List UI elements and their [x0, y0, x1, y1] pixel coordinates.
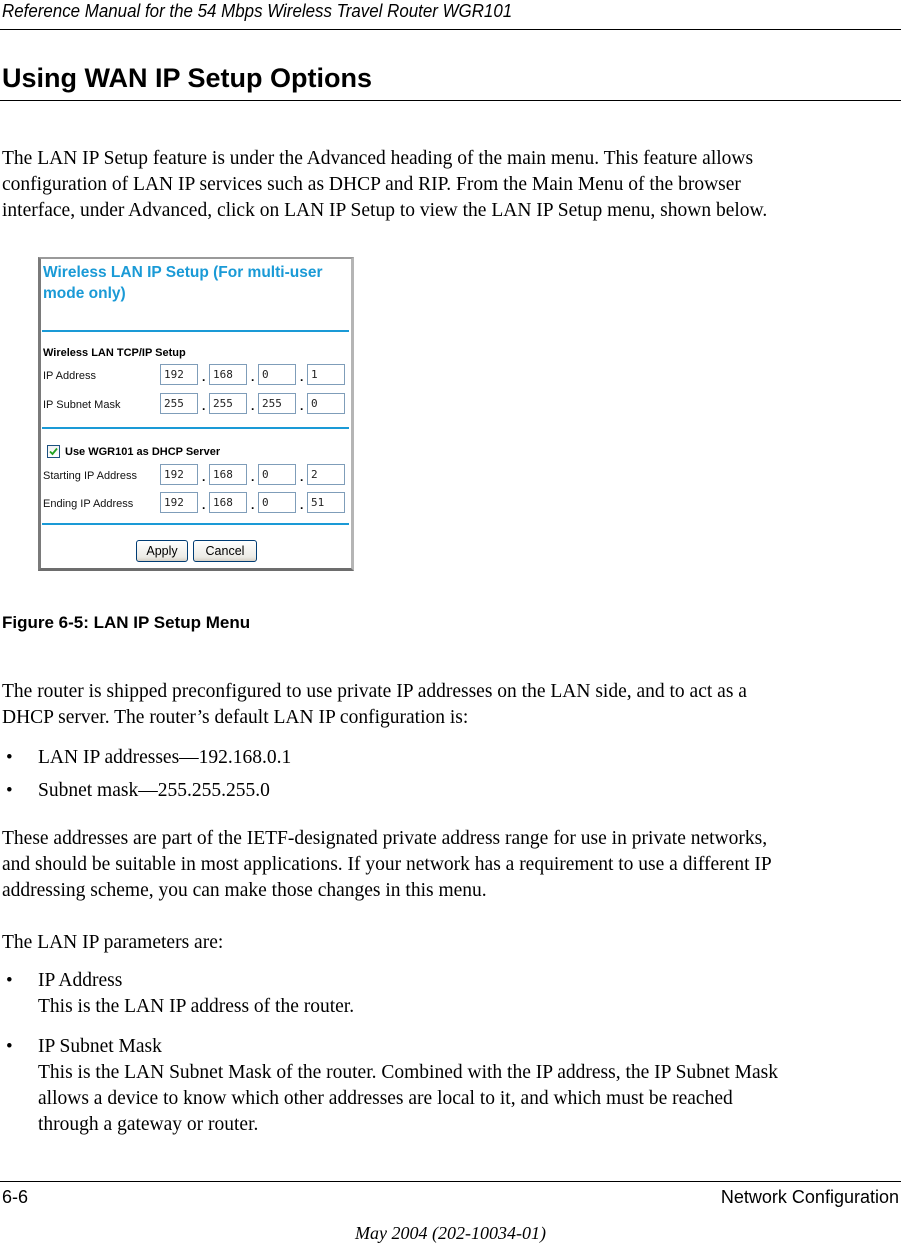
section-title: Using WAN IP Setup Options — [2, 63, 373, 93]
defaults-line-2: DHCP server. The router’s default LAN IP configuration is: — [2, 707, 469, 728]
param-description-line: This is the LAN Subnet Mask of the router. Combined with the IP address, the IP Subnet Mask — [38, 1062, 779, 1083]
dhcp-server-checkbox[interactable] — [47, 445, 60, 458]
ending-ip-label: Ending IP Address — [43, 498, 134, 510]
checkmark-icon — [49, 447, 58, 456]
octet-separator: . — [300, 498, 304, 512]
octet-separator: . — [251, 470, 255, 484]
subnet-mask-octet-1[interactable]: 255 — [160, 393, 198, 414]
octet-separator: . — [300, 399, 304, 413]
intro-paragraph — [2, 146, 901, 224]
bullet-icon: • — [6, 1036, 13, 1057]
bullet-icon: • — [6, 780, 13, 801]
lan-ip-setup-screenshot — [38, 257, 354, 571]
defaults-line-1: The router is shipped preconfigured to use private IP addresses on the LAN side, and to act as a — [2, 681, 747, 702]
param-description-line: through a gateway or router. — [38, 1114, 259, 1135]
ietf-line-2: and should be suitable in most applications. If your network has a requirement to use a different IP — [2, 854, 772, 875]
param-term: IP Address — [38, 970, 123, 991]
figure-caption: Figure 6-5: LAN IP Setup Menu — [2, 613, 251, 632]
ip-address-octet-1[interactable]: 192 — [160, 364, 198, 385]
ending-ip-octet-1[interactable]: 192 — [160, 492, 198, 513]
dhcp-server-label: Use WGR101 as DHCP Server — [65, 446, 221, 458]
starting-ip-octet-3[interactable]: 0 — [258, 464, 296, 485]
tcpip-section-heading: Wireless LAN TCP/IP Setup — [43, 347, 186, 359]
cancel-button[interactable]: Cancel — [193, 540, 257, 562]
param-ip-address — [38, 968, 900, 1020]
page-number: 6-6 — [2, 1187, 29, 1207]
ending-ip-octet-3[interactable]: 0 — [258, 492, 296, 513]
param-subnet-mask — [38, 1034, 900, 1138]
starting-ip-octet-2[interactable]: 168 — [209, 464, 247, 485]
octet-separator: . — [251, 370, 255, 384]
intro-line-3: interface, under Advanced, click on LAN IP Setup to view the LAN IP Setup menu, shown below. — [2, 200, 768, 221]
apply-button[interactable]: Apply — [136, 540, 188, 562]
intro-line-1: The LAN IP Setup feature is under the Advanced heading of the main menu. This feature allows — [2, 148, 754, 169]
bullet-icon: • — [6, 970, 13, 991]
ietf-line-1: These addresses are part of the IETF-designated private address range for use in private networks, — [2, 828, 768, 849]
ui-divider — [42, 427, 349, 429]
bullet-icon: • — [6, 747, 13, 768]
intro-line-2: configuration of LAN IP services such as DHCP and RIP. From the Main Menu of the browser — [2, 174, 741, 195]
ui-divider — [42, 523, 349, 525]
footer-rule — [0, 1181, 901, 1182]
ui-page-title — [43, 262, 348, 304]
ending-ip-octet-4[interactable]: 51 — [307, 492, 345, 513]
octet-separator: . — [251, 498, 255, 512]
ui-divider — [42, 330, 349, 332]
subnet-mask-label: IP Subnet Mask — [43, 399, 121, 411]
ui-title-line-2: mode only) — [43, 285, 126, 302]
octet-separator: . — [300, 470, 304, 484]
param-description: This is the LAN IP address of the router. — [38, 996, 355, 1017]
octet-separator: . — [202, 470, 206, 484]
ui-title-line-1: Wireless LAN IP Setup (For multi-user — [43, 264, 323, 281]
running-header-title: Reference Manual for the 54 Mbps Wireless Travel Router WGR101 — [2, 1, 513, 21]
starting-ip-octet-1[interactable]: 192 — [160, 464, 198, 485]
param-description-line: allows a device to know which other addresses are local to it, and which must be reached — [38, 1088, 733, 1109]
ip-address-label: IP Address — [43, 370, 96, 382]
ending-ip-octet-2[interactable]: 168 — [209, 492, 247, 513]
octet-separator: . — [202, 399, 206, 413]
starting-ip-label: Starting IP Address — [43, 470, 137, 482]
subnet-mask-octet-4[interactable]: 0 — [307, 393, 345, 414]
params-intro: The LAN IP parameters are: — [2, 932, 224, 953]
default-subnet-mask-item: Subnet mask—255.255.255.0 — [38, 780, 270, 801]
octet-separator: . — [202, 370, 206, 384]
edition-date: May 2004 (202-10034-01) — [355, 1223, 546, 1243]
header-rule — [0, 29, 901, 30]
param-term: IP Subnet Mask — [38, 1036, 162, 1057]
subnet-mask-octet-3[interactable]: 255 — [258, 393, 296, 414]
starting-ip-octet-4[interactable]: 2 — [307, 464, 345, 485]
octet-separator: . — [202, 498, 206, 512]
chapter-name: Network Configuration — [720, 1187, 899, 1207]
ip-address-octet-2[interactable]: 168 — [209, 364, 247, 385]
ip-address-octet-4[interactable]: 1 — [307, 364, 345, 385]
octet-separator: . — [300, 370, 304, 384]
octet-separator: . — [251, 399, 255, 413]
defaults-paragraph — [2, 679, 901, 731]
ip-address-octet-3[interactable]: 0 — [258, 364, 296, 385]
ietf-paragraph — [2, 826, 901, 904]
ietf-line-3: addressing scheme, you can make those changes in this menu. — [2, 880, 487, 901]
section-title-rule — [0, 100, 901, 101]
subnet-mask-octet-2[interactable]: 255 — [209, 393, 247, 414]
default-lan-ip-item: LAN IP addresses—192.168.0.1 — [38, 747, 292, 768]
